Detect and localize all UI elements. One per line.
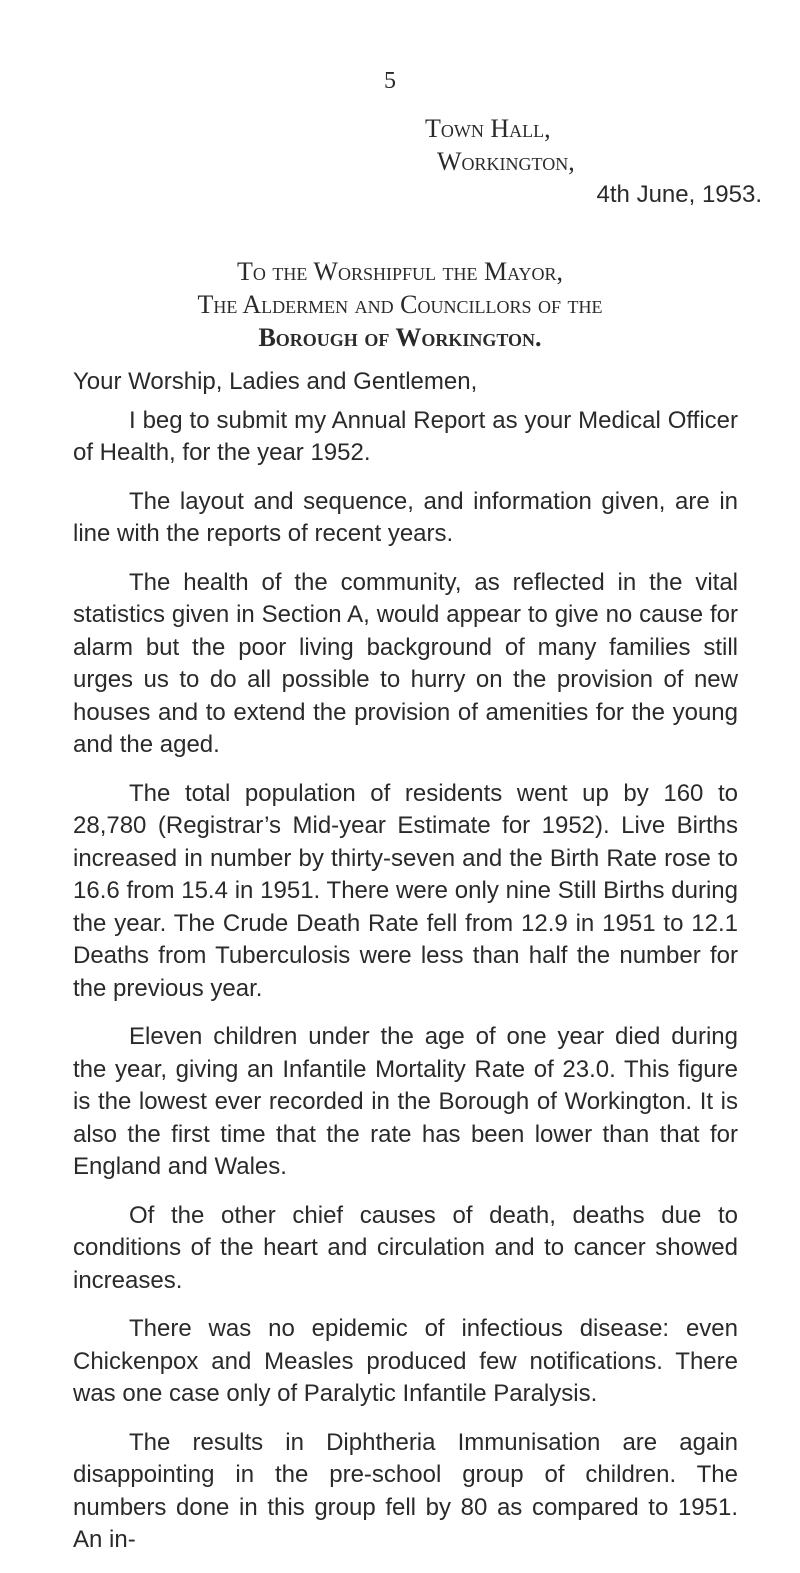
paragraph-population: The total population of residents went up by 160 to 28,780 (Registrar’s Mid-year Estimate for 1952). Live Births increased in number by thirty-seven and the Birth Rate rose to 16.6 from 15.4 in 1951. There were only nine Still Births during the year. The Crude Death Rate fell from 12.9 in 1951 to 12.1 Deaths from Tuberculosis were less than half the number for the previous year. (73, 779, 738, 1002)
address-line-1: Town Hall, (425, 114, 551, 143)
recipient-block (0, 255, 800, 354)
recipient-line-2: The Aldermen and Councillors of the (197, 290, 603, 319)
paragraph-infectious-disease: There was no epidemic of infectious disease: even Chickenpox and Measles produced few notifications. There was one case only of Paralytic Infantile Paralysis. (73, 1315, 738, 1407)
paragraph-community-health: The health of the community, as reflected in the vital statistics given in Section A, would appear to give no cause for alarm but the poor living background of many families still urges us to do all possible to hurry on the provision of new houses and to extend the provision of amenities for the young and the aged. (73, 568, 738, 758)
paragraph-report-submission: I beg to submit my Annual Report as your Medical Officer of Health, for the year 1952. (73, 406, 738, 466)
address-line-2: Workington, (437, 147, 575, 176)
paragraph-diphtheria: The results in Diphtheria Immunisation are again disappointing in the pre-school group of children. The numbers done in this group fell by 80 as compared to 1951. An in- (73, 1428, 738, 1553)
page-number: 5 (384, 68, 396, 94)
address-block (0, 112, 762, 211)
recipient-line-3: Borough of Workington. (258, 323, 542, 352)
recipient-line-1: To the Worshipful the Mayor, (237, 257, 563, 286)
paragraph-layout: The layout and sequence, and information given, are in line with the reports of recent years. (73, 487, 738, 547)
paragraph-infant-mortality: Eleven children under the age of one year died during the year, giving an Infantile Mortality Rate of 23.0. This figure is the lowest ever recorded in the Borough of Workington. It is also the first time that the rate has been lower than that for England and Wales. (73, 1023, 738, 1180)
paragraph-causes-of-death: Of the other chief causes of death, deaths due to conditions of the heart and circulation and to cancer showed increases. (73, 1201, 738, 1294)
salutation: Your Worship, Ladies and Gentlemen, (73, 368, 478, 395)
address-date: 4th June, 1953. (596, 181, 762, 208)
letter-body (73, 366, 738, 1573)
